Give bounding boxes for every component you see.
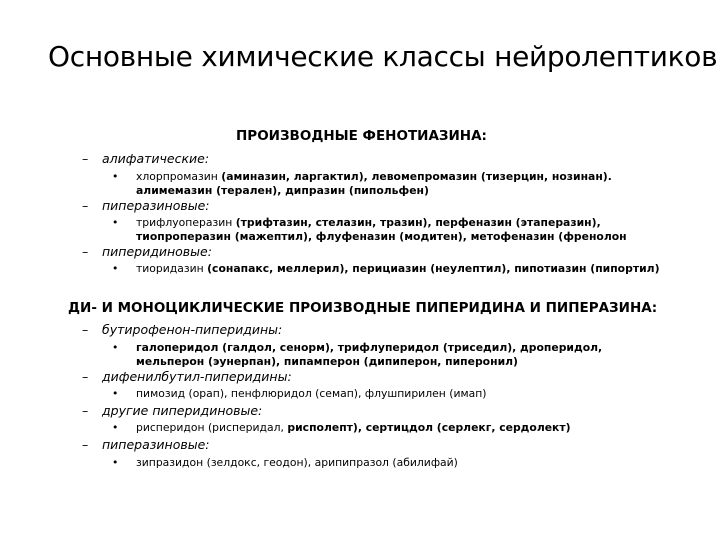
group-label: – другие пиперидиновые:	[82, 403, 263, 418]
dash-marker: –	[82, 322, 89, 337]
dash-marker: –	[82, 151, 89, 166]
bullet-icon: •	[112, 262, 119, 275]
group-label: – дифенилбутил-пиперидины:	[82, 369, 292, 384]
group-label: – бутирофенон-пиперидины:	[82, 322, 283, 337]
list-item: • рисперидон (рисперидал, рисполепт), сертицдол (серлекг, сердолект)	[112, 421, 571, 434]
dash-marker: –	[82, 198, 89, 213]
dash-marker: –	[82, 403, 89, 418]
bullet-icon: •	[112, 456, 119, 469]
bullet-icon: •	[112, 216, 119, 229]
list-item: • пимозид (орап), пенфлюридол (семап), флушпирилен (имап)	[112, 387, 487, 400]
list-item: • хлорпромазин (аминазин, ларгактил), левомепромазин (тизерцин, нозинан). алимемазин (терален), дипразин (пипольфен)	[112, 170, 612, 197]
list-item: • трифлуоперазин (трифтазин, стелазин, тразин), перфеназин (этаперазин), тиопроперазин (мажептил), флуфеназин (модитен), метофеназин (френолон	[112, 216, 627, 243]
bullet-icon: •	[112, 170, 119, 183]
list-item: • зипразидон (зелдокс, геодон), арипипразол (абилифай)	[112, 456, 458, 469]
bullet-icon: •	[112, 341, 119, 354]
list-item: • галоперидол (галдол, сенорм), трифлуперидол (триседил), дроперидол, мельперон (эунерпан), пипамперон (дипиперон, пиперонил)	[112, 341, 603, 368]
list-item: • тиоридазин (сонапакс, меллерил), перициазин (неулептил), пипотиазин (пипортил)	[112, 262, 660, 275]
group-label: – пиперазиновые:	[82, 198, 210, 213]
slide-title: Основные химические классы нейролептиков	[48, 40, 718, 73]
bullet-icon: •	[112, 421, 119, 434]
dash-marker: –	[82, 437, 89, 452]
dash-marker: –	[82, 244, 89, 259]
section-heading: ПРОИЗВОДНЫЕ ФЕНОТИАЗИНА:	[236, 128, 487, 144]
dash-marker: –	[82, 369, 89, 384]
group-label: – пиперазиновые:	[82, 437, 210, 452]
group-label: – пиперидиновые:	[82, 244, 212, 259]
bullet-icon: •	[112, 387, 119, 400]
group-label: – алифатические:	[82, 151, 210, 166]
section-heading: ДИ- И МОНОЦИКЛИЧЕСКИЕ ПРОИЗВОДНЫЕ ПИПЕРИДИНА И ПИПЕРАЗИНА:	[68, 300, 658, 316]
